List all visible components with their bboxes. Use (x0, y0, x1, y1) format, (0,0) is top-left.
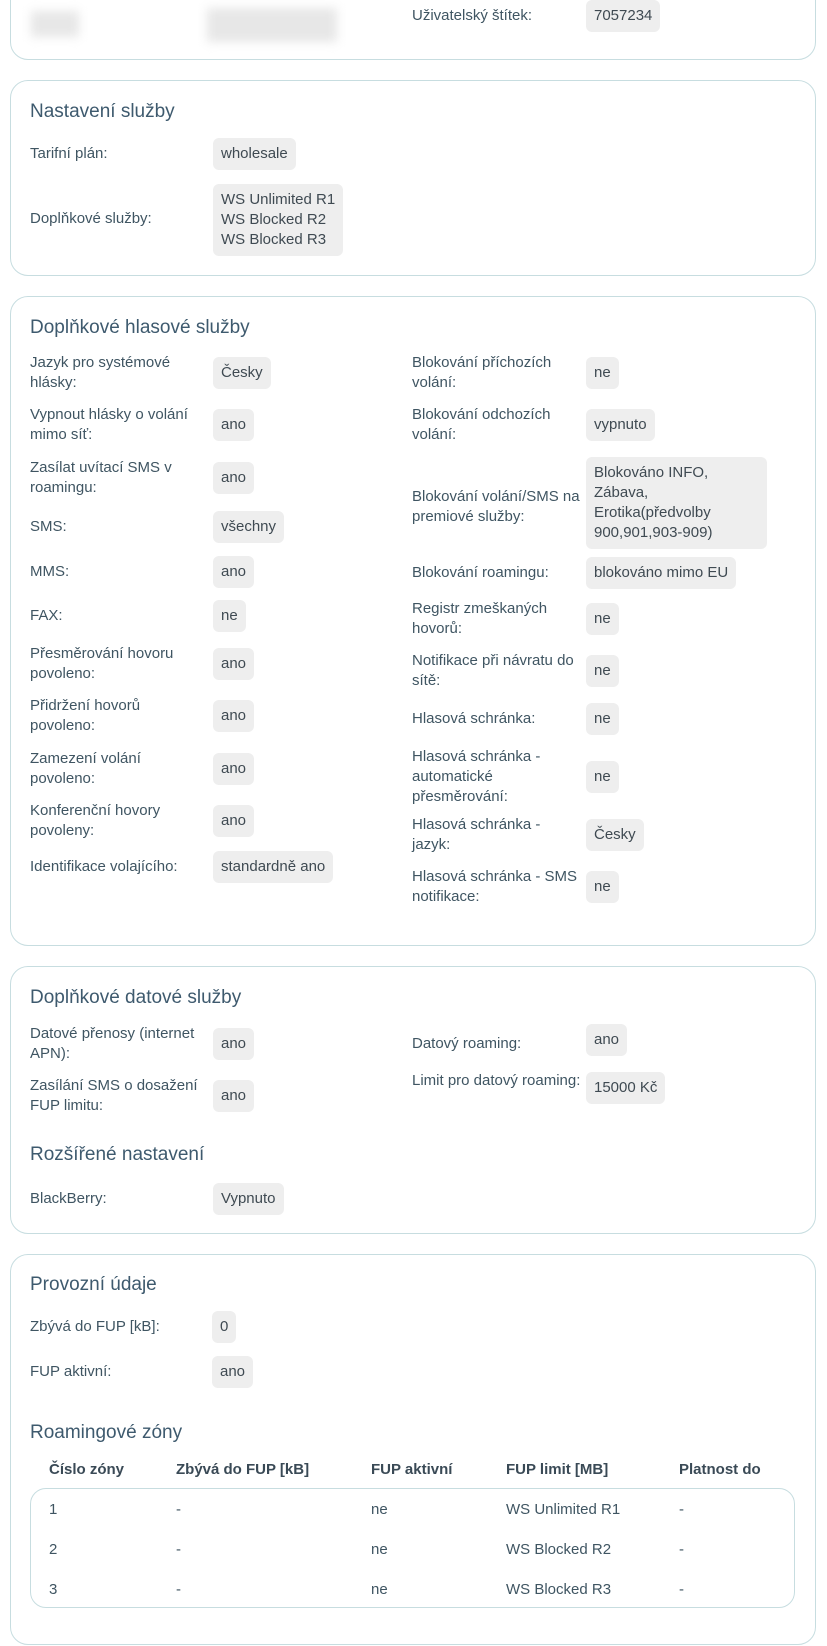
column-header-valid-until: Platnost do (679, 1461, 761, 1478)
voice-services-panel (10, 296, 816, 946)
voice-left-label: Vypnout hlásky o volání mimo síť: (30, 406, 188, 443)
user-info-panel (10, 0, 816, 60)
addons-value (213, 184, 343, 256)
table-cell: WS Blocked R3 (506, 1581, 612, 1598)
advanced-settings-title: Rozšířené nastavení (30, 1144, 205, 1165)
blackberry-value: Vypnuto (213, 1183, 284, 1215)
voice-left-label: Identifikace volajícího: (30, 858, 178, 875)
voice-left-label: FAX: (30, 607, 63, 624)
voice-left-value: ano (213, 409, 254, 441)
table-cell: - (679, 1541, 684, 1558)
data-services-panel (10, 966, 816, 1234)
voice-left-value: ano (213, 805, 254, 837)
roaming-zones-title: Roamingové zóny (30, 1422, 183, 1443)
fup-left-value: 0 (212, 1311, 236, 1343)
data-right-label: Datový roaming: (412, 1035, 522, 1052)
voice-left-label: Jazyk pro systémové hlásky: (30, 354, 171, 391)
table-cell: 3 (49, 1581, 58, 1598)
voice-right-value: ne (586, 761, 619, 793)
voice-right-label: Hlasová schránka - jazyk: (412, 816, 541, 853)
data-left-label: Zasílání SMS o dosažení FUP limitu: (30, 1077, 198, 1114)
table-cell: 1 (49, 1501, 58, 1518)
voice-right-value: vypnuto (586, 409, 655, 441)
redacted-label (31, 11, 79, 37)
table-cell: ne (371, 1541, 388, 1558)
voice-left-value: ano (213, 462, 254, 494)
voice-right-value: ne (586, 655, 619, 687)
voice-right-label: Hlasová schránka: (412, 710, 536, 727)
premium-block-line: 900,901,903-909) (594, 524, 713, 541)
voice-right-value: ne (586, 357, 619, 389)
voice-right-label: Blokování volání/SMS na premiové služby: (412, 488, 580, 525)
table-cell: - (176, 1581, 181, 1598)
column-header-fup-active: FUP aktivní (371, 1461, 453, 1478)
user-tag-value: 7057234 (586, 0, 660, 32)
data-right-label: Limit pro datový roaming: (412, 1072, 581, 1089)
voice-right-value: ne (586, 871, 619, 903)
premium-block-value (586, 457, 767, 549)
voice-right-value: Česky (586, 819, 644, 851)
fup-left-label: Zbývá do FUP [kB]: (30, 1318, 160, 1335)
voice-right-label: Blokování roamingu: (412, 564, 549, 581)
service-settings-title: Nastavení služby (30, 101, 175, 122)
voice-right-label: Blokování odchozích volání: (412, 406, 551, 443)
addon-item: WS Blocked R2 (221, 211, 327, 228)
voice-right-value: ne (586, 703, 619, 735)
operation-title: Provozní údaje (30, 1274, 157, 1295)
voice-left-value: ano (213, 700, 254, 732)
premium-block-line: Erotika(předvolby (594, 504, 711, 521)
user-tag-label: Uživatelský štítek: (412, 7, 533, 24)
voice-left-value: všechny (213, 511, 284, 543)
data-left-value: ano (213, 1080, 254, 1112)
voice-right-label: Notifikace při návratu do sítě: (412, 652, 574, 689)
table-cell: 2 (49, 1541, 58, 1558)
data-right-value: 15000 Kč (586, 1072, 665, 1104)
addons-label: Doplňkové služby: (30, 210, 152, 227)
voice-left-value: ne (213, 600, 246, 632)
addon-item: WS Blocked R3 (221, 231, 327, 248)
data-left-label: Datové přenosy (internet APN): (30, 1025, 195, 1062)
premium-block-line: Blokováno INFO, (594, 464, 709, 481)
data-left-value: ano (213, 1028, 254, 1060)
voice-left-value: ano (213, 753, 254, 785)
voice-left-label: Přidržení hovorů povoleno: (30, 697, 141, 734)
data-right-value: ano (586, 1024, 627, 1056)
table-cell: ne (371, 1501, 388, 1518)
fup-active-label: FUP aktivní: (30, 1363, 112, 1380)
voice-right-value: ne (586, 603, 619, 635)
table-cell: - (176, 1541, 181, 1558)
table-cell: - (176, 1501, 181, 1518)
voice-right-label: Registr zmeškaných hovorů: (412, 600, 548, 637)
addon-item: WS Unlimited R1 (221, 191, 336, 208)
tariff-label: Tarifní plán: (30, 145, 108, 162)
voice-left-label: MMS: (30, 563, 70, 580)
redacted-value (207, 8, 337, 42)
voice-right-label: Blokování příchozích volání: (412, 354, 552, 391)
column-header-fup-left: Zbývá do FUP [kB] (176, 1461, 310, 1478)
fup-active-value: ano (212, 1356, 253, 1388)
voice-left-label: Konferenční hovory povoleny: (30, 802, 161, 839)
voice-left-value: ano (213, 556, 254, 588)
voice-left-label: Přesměrování hovoru povoleno: (30, 645, 174, 682)
table-cell: - (679, 1581, 684, 1598)
table-cell: ne (371, 1581, 388, 1598)
voice-right-value: blokováno mimo EU (586, 557, 736, 589)
voice-left-label: Zamezení volání povoleno: (30, 750, 141, 787)
service-settings-panel (10, 80, 816, 276)
column-header-fup-limit: FUP limit [MB] (506, 1461, 609, 1478)
voice-left-value: standardně ano (213, 851, 333, 883)
voice-left-value: Česky (213, 357, 271, 389)
table-cell: - (679, 1501, 684, 1518)
voice-services-title: Doplňkové hlasové služby (30, 317, 250, 338)
data-services-title: Doplňkové datové služby (30, 987, 242, 1008)
premium-block-line: Zábava, (594, 484, 649, 501)
voice-left-value: ano (213, 648, 254, 680)
tariff-value: wholesale (213, 138, 296, 170)
voice-left-label: SMS: (30, 518, 67, 535)
table-cell: WS Blocked R2 (506, 1541, 612, 1558)
voice-right-label: Hlasová schránka - automatické přesměrování: (412, 748, 541, 805)
column-header-zone: Číslo zóny (49, 1461, 125, 1478)
voice-right-label: Hlasová schránka - SMS notifikace: (412, 868, 578, 905)
blackberry-label: BlackBerry: (30, 1190, 107, 1207)
table-cell: WS Unlimited R1 (506, 1501, 621, 1518)
voice-left-label: Zasílat uvítací SMS v roamingu: (30, 459, 172, 496)
